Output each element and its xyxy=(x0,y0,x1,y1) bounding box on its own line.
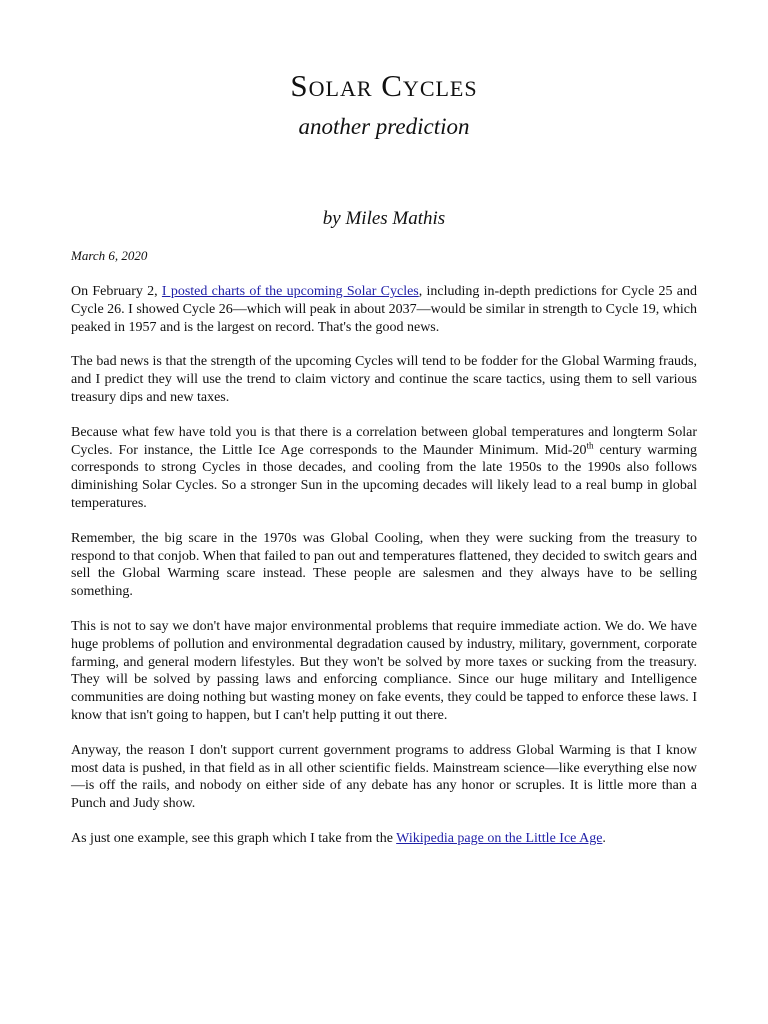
paragraph-3-text-end: century warming corresponds to strong Cycles in those decades, and cooling from the late 1950s to the 1990s also follows diminishing Solar Cycles. So a stronger Sun in the upcoming decades will likely lead to a real bump in global temperatures. xyxy=(71,442,697,511)
paragraph-3 xyxy=(71,424,697,513)
paragraph-2: The bad news is that the strength of the upcoming Cycles will tend to be fodder for the Global Warming frauds, and I predict they will use the trend to claim victory and continue the scare tactics, using them to sell various treasury dips and new taxes. xyxy=(71,354,697,405)
author-byline: by Miles Mathis xyxy=(322,208,446,229)
ordinal-superscript: th xyxy=(586,439,594,450)
document-title: Solar Cycles xyxy=(290,68,478,103)
wikipedia-little-ice-age-link[interactable]: Wikipedia page on the Little Ice Age xyxy=(396,830,603,846)
paragraph-7-text-end: . xyxy=(602,830,606,846)
paragraph-1 xyxy=(71,283,697,336)
paragraph-6: Anyway, the reason I don't support current government programs to address Global Warming is that I know most data is pushed, in that field as in all other scientific fields. Mainstream science—like everything else now—is off the rails, and nobody on either side of any debate has any honor or scruples. It is little more than a Punch and Judy show. xyxy=(71,742,697,812)
publication-date: March 6, 2020 xyxy=(71,248,148,263)
paragraph-1-text-start: On February 2, xyxy=(71,284,162,299)
paragraph-7 xyxy=(71,830,697,848)
paragraph-1-text-end: , including in-depth predictions for Cycle 25 and Cycle 26. I showed Cycle 26—which will peak in about 2037—would be similar in strength to Cycle 19, which peaked in 1957 and is the largest on record. That's the good news. xyxy=(71,284,698,335)
paragraph-4: Remember, the big scare in the 1970s was Global Cooling, when they were sucking from the treasury to respond to that conjob. When that failed to pan out and temperatures flattened, they decided to switch gears and sell the Global Warming scare instead. These people are salesmen and they always have to be selling something. xyxy=(71,530,697,600)
paragraph-3-text-start: Because what few have told you is that there is a correlation between global temperatures and longterm Solar Cycles. For instance, the Little Ice Age corresponds to the Maunder Minimum. Mid-20 xyxy=(71,424,697,458)
solar-cycles-charts-link[interactable]: I posted charts of the upcoming Solar Cycles xyxy=(161,284,419,299)
article-body xyxy=(71,283,697,865)
paragraph-7-text-start: As just one example, see this graph which I take from the xyxy=(71,830,397,846)
document-subtitle: another prediction xyxy=(298,114,470,139)
paragraph-5: This is not to say we don't have major environmental problems that require immediate action. We do. We have huge problems of pollution and environmental degradation caused by industry, military, government, corporate farming, and general modern lifestyles. But they won't be solved by more taxes or sucking from the treasury. They will be solved by passing laws and enforcing compliance. Since our huge military and Intelligence communities are doing nothing but wasting money on fake events, they could be tapped to enforce these laws. I know that isn't going to happen, but I can't help putting it out there. xyxy=(71,618,697,723)
